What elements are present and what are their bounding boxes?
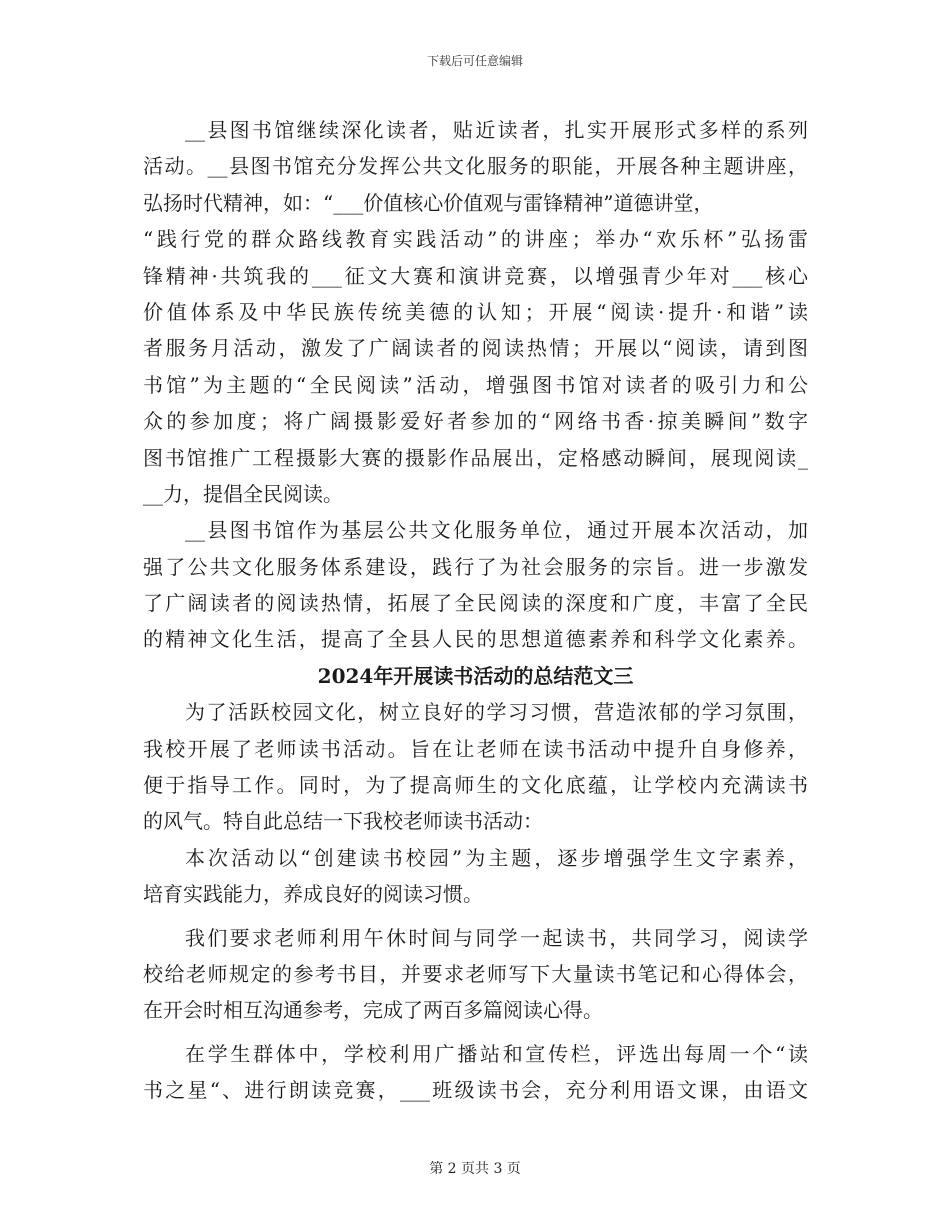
paragraph-line: 我校开展了老师读书活动。旨在让老师在读书活动中提升自身修养， xyxy=(143,736,808,761)
paragraph-line: 弘扬时代精神，如：“___价值核心价值观与雷锋精神”道德讲堂， xyxy=(143,190,714,215)
paragraph-line: 锋精神·共筑我的___征文大赛和演讲竞赛，以增强青少年对___核心 xyxy=(143,263,808,288)
paragraph-line: 的精神文化生活，提高了全县人民的思想道德素养和科学文化素养。 xyxy=(143,627,808,652)
paragraph-line: 强了公共文化服务体系建设，践行了为社会服务的宗旨。进一步激发 xyxy=(143,554,808,579)
paragraph-line: 书馆”为主题的“全民阅读”活动，增强图书馆对读者的吸引力和公 xyxy=(143,372,808,397)
paragraph-line: __县图书馆继续深化读者，贴近读者，扎实开展形式多样的系列 xyxy=(185,118,808,142)
section-title: 2024年开展读书活动的总结范文三 xyxy=(317,663,634,688)
paragraph-line: 培育实践能力，养成良好的阅读习惯。 xyxy=(143,882,483,907)
paragraph-line: 图书馆推广工程摄影大赛的摄影作品展出，定格感动瞬间，展现阅读_ xyxy=(143,445,808,470)
paragraph-line: 为了活跃校园文化，树立良好的学习习惯，营造浓郁的学习氛围， xyxy=(185,700,808,725)
paragraph-line: 众的参加度；将广阔摄影爱好者参加的“网络书香·掠美瞬间”数字 xyxy=(143,409,808,434)
page-footer: 第 2 页共 3 页 xyxy=(429,1161,521,1177)
paragraph-line: 了广阔读者的阅读热情，拓展了全民阅读的深度和广度，丰富了全民 xyxy=(143,591,808,616)
paragraph-line: 在学生群体中，学校利用广播站和宣传栏，评选出每周一个“读 xyxy=(185,1041,808,1066)
paragraph-line: 书之星“、进行朗读竞赛，___班级读书会，充分利用语文课，由语文 xyxy=(143,1078,808,1103)
paragraph-line: 的风气。特自此总结一下我校老师读书活动： xyxy=(143,809,543,834)
document-body xyxy=(143,112,808,1109)
paragraph-line: “践行党的群众路线教育实践活动”的讲座；举办“欢乐杯”弘扬雷 xyxy=(143,227,808,252)
paragraph-line: 便于指导工作。同时，为了提高师生的文化底蕴，让学校内充满读书 xyxy=(143,773,808,798)
page-header: 下载后可任意编辑 xyxy=(426,54,523,68)
paragraph-line: __力，提倡全民阅读。 xyxy=(143,481,343,506)
paragraph-line: 活动。__县图书馆充分发挥公共文化服务的职能，开展各种主题讲座， xyxy=(143,154,808,179)
paragraph-line: __县图书馆作为基层公共文化服务单位，通过开展本次活动，加 xyxy=(185,518,808,543)
paragraph-line: 本次活动以“创建读书校园”为主题，逐步增强学生文字素养， xyxy=(185,845,808,870)
paragraph-line: 价值体系及中华民族传统美德的认知；开展“阅读·提升·和谐”读 xyxy=(143,299,808,324)
paragraph-line: 在开会时相互沟通参考，完成了两百多篇阅读心得。 xyxy=(143,998,603,1023)
paragraph-line: 校给老师规定的参考书目，并要求老师写下大量读书笔记和心得体会， xyxy=(143,961,808,986)
paragraph-line: 者服务月活动，激发了广阔读者的阅读热情；开展以“阅读，请到图 xyxy=(143,336,808,361)
paragraph-line: 我们要求老师利用午休时间与同学一起读书，共同学习，阅读学 xyxy=(185,925,808,950)
